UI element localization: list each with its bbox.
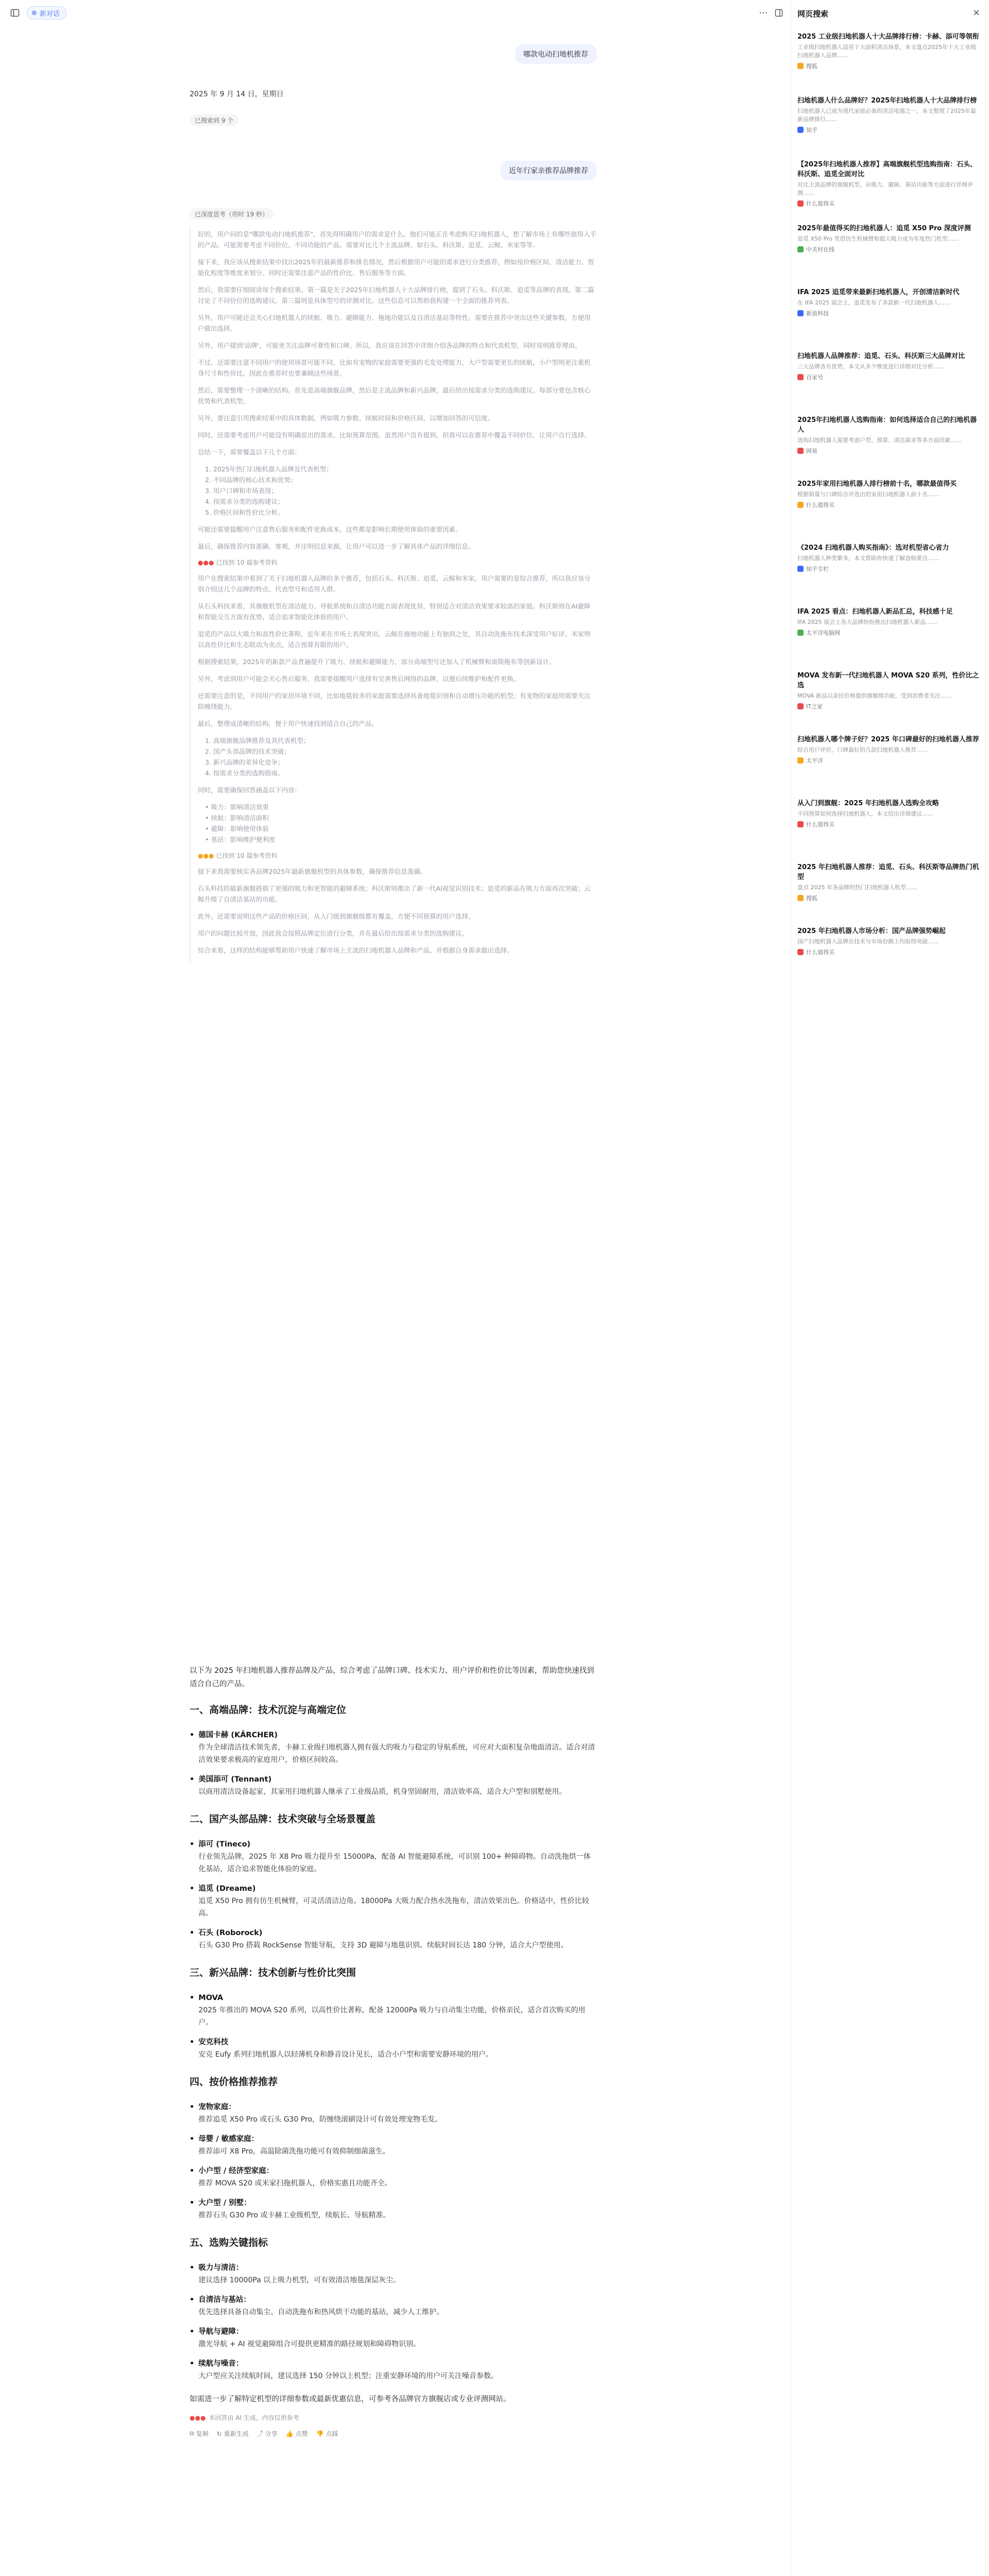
search-result[interactable] bbox=[797, 224, 980, 253]
item-name: 吸力与清洁： bbox=[198, 2264, 244, 2272]
source-logo-icon bbox=[797, 200, 804, 207]
result-source bbox=[797, 629, 980, 637]
item-body bbox=[198, 1922, 568, 1954]
action-label: 重新生成 bbox=[224, 2430, 249, 2437]
item-body bbox=[198, 2031, 493, 2063]
result-source bbox=[797, 447, 980, 455]
action-4[interactable] bbox=[316, 2429, 338, 2438]
section-heading: 一、高端品牌：技术沉淀与高端定位 bbox=[190, 1704, 347, 1716]
thinking-list-item: • 避障：影响使用体验 bbox=[205, 825, 269, 833]
result-title: 扫地机器人什么品牌好？2025年扫地机器人十大品牌排行榜 bbox=[797, 97, 977, 105]
thinking-list-item: 2. 不同品牌的核心技术和优势； bbox=[205, 476, 297, 484]
found-references-tag[interactable]: ●●● 已找到 10 篇参考资料 bbox=[198, 558, 278, 566]
section-heading: 五、选购关键指标 bbox=[190, 2237, 268, 2248]
result-excerpt: MOVA 新品以亲民价格提供旗舰级功能，受到消费者关注…… bbox=[797, 692, 952, 699]
result-title: 扫地机器人哪个牌子好？2025 年口碑最好的扫地机器人推荐 bbox=[797, 736, 979, 743]
result-excerpt: 盘点 2025 年各品牌的热门扫地机器人机型…… bbox=[797, 884, 917, 891]
result-excerpt: 国产扫地机器人品牌在技术与市场份额上均取得突破…… bbox=[797, 938, 939, 945]
result-title: 2025 年扫地机器人推荐：追觅、石头、科沃斯等品牌热门机型 bbox=[797, 863, 979, 881]
section-item bbox=[190, 1833, 596, 1877]
thinking-paragraph: 石头科技的最新旗舰搭载了更强的吸力和更智能的避障系统；科沃斯则推出了新一代AI视觉识别技术；追觅的新品在吸力方面再次突破；云鲸升级了自清洁基站的功能。 bbox=[198, 885, 591, 903]
result-source bbox=[797, 199, 980, 208]
result-source bbox=[797, 894, 980, 902]
source-logo-icon bbox=[797, 821, 804, 827]
item-name: MOVA bbox=[198, 1994, 224, 2002]
search-result[interactable] bbox=[797, 671, 980, 710]
bullet-icon: • bbox=[190, 2103, 195, 2111]
result-source bbox=[797, 373, 980, 381]
search-result[interactable] bbox=[797, 96, 980, 134]
bullet-icon: • bbox=[190, 2264, 195, 2272]
new-chat-button[interactable] bbox=[27, 6, 66, 20]
result-source bbox=[797, 948, 980, 956]
search-result[interactable] bbox=[797, 607, 980, 637]
item-body bbox=[198, 1987, 596, 2031]
item-name: 自清洁与基站： bbox=[198, 2296, 251, 2304]
thinking-paragraph: 追觅的产品以大吸力和高性价比著称，近年来在市场上表现突出。云鲸在拖地功能上有独到之处，其自动洗拖布技术深受用户好评。米家则以高性价比和生态联动为卖点，适合预算有限的用户。 bbox=[198, 630, 591, 649]
source-logo-icon bbox=[797, 502, 804, 508]
item-body bbox=[198, 1833, 596, 1877]
panel-title: 网页搜索 bbox=[797, 9, 829, 19]
thinking-list-item: 4. 按需求分类的选购指南。 bbox=[205, 769, 284, 777]
thinking-list-item: 4. 按需求分类的选购建议； bbox=[205, 498, 284, 505]
result-excerpt: 在 IFA 2025 展会上，追觅发布了多款新一代扫地机器人…… bbox=[797, 299, 950, 306]
bullet-icon: • bbox=[190, 2038, 195, 2046]
item-text: 追觅 X50 Pro 拥有仿生机械臂，可灵活清洁边角。18000Pa 大吸力配合热水洗拖布，清洁效果出色。价格适中，性价比较高。 bbox=[198, 1897, 589, 1918]
section-item bbox=[190, 1877, 596, 1922]
thinking-paragraph: 接下来我需要核实各品牌2025年最新旗舰机型的具体参数，确保推荐信息准确。 bbox=[198, 868, 427, 875]
search-result[interactable] bbox=[797, 799, 980, 828]
section-heading: 二、国产头部品牌：技术突破与全场景覆盖 bbox=[190, 1814, 376, 1825]
result-excerpt: 工业级扫地机器人适用于大面积清洁场景，本文盘点2025年十大工业级扫地机器人品牌…… bbox=[797, 44, 976, 59]
bullet-icon: • bbox=[190, 2135, 195, 2143]
date-line: 2025 年 9 月 14 日，星期日 bbox=[190, 90, 284, 98]
result-excerpt: 三大品牌各有优势，本文从多个维度进行详细对比分析…… bbox=[797, 363, 945, 370]
thinking-paragraph: 最后，整理成清晰的结构，便于用户快速找到适合自己的产品。 bbox=[198, 720, 379, 727]
thinking-paragraph: 此外，还需要说明这些产品的价格区间，从入门级到旗舰级都有覆盖，方便不同预算的用户选择。 bbox=[198, 912, 475, 920]
result-title: IFA 2025 追觅带来最新扫地机器人，开创清洁新时代 bbox=[797, 289, 960, 296]
web-search-panel bbox=[791, 0, 989, 2576]
item-text: 建议选择 10000Pa 以上吸力机型，可有效清洁地毯深层灰尘。 bbox=[198, 2276, 401, 2284]
source-name: 太平洋电脑网 bbox=[806, 630, 840, 636]
ai-generated-note: ●●● 本回答由 AI 生成，内容仅供参考 bbox=[190, 2414, 299, 2421]
result-title: MOVA 发布新一代扫地机器人 MOVA S20 系列，性价比之选 bbox=[797, 672, 979, 689]
thinking-paragraph: 另外，考虑到用户可能会关心售后服务，我需要提醒用户选择有完善售后网络的品牌，以便后续维护和配件更换。 bbox=[198, 675, 520, 683]
item-name: 德国卡赫 (KÄRCHER) bbox=[198, 1731, 278, 1739]
bullet-icon: • bbox=[190, 1840, 195, 1849]
item-name: 续航与噪音： bbox=[198, 2360, 244, 2368]
item-name: 美国添可 (Tennant) bbox=[198, 1775, 272, 1784]
search-result[interactable] bbox=[797, 32, 980, 70]
action-3[interactable] bbox=[286, 2429, 308, 2438]
item-text: 安克 Eufy 系列扫地机器人以轻薄机身和静音设计见长，适合小户型和需要安静环境的用户。 bbox=[198, 2050, 493, 2059]
thinking-list-item: 3. 新兴品牌的差异化竞争； bbox=[205, 758, 284, 766]
item-text: 优先选择具备自动集尘、自动洗拖布和热风烘干功能的基站，减少人工维护。 bbox=[198, 2308, 444, 2316]
result-source bbox=[797, 245, 980, 253]
source-name: 什么值得买 bbox=[806, 502, 834, 509]
thinking-paragraph: 最后，确保推荐内容准确、客观，并注明信息来源，让用户可以进一步了解具体产品的详细信息。 bbox=[198, 543, 475, 550]
action-0[interactable] bbox=[190, 2429, 209, 2438]
plus-icon: ⊕ bbox=[31, 9, 37, 17]
source-name: 知乎专栏 bbox=[806, 566, 829, 572]
result-title: 扫地机器人品牌推荐：追觅、石头、科沃斯三大品牌对比 bbox=[797, 352, 965, 360]
item-text: 作为全球清洁技术领先者，卡赫工业级扫地机器人拥有强大的吸力与稳定的导航系统，可应对大面积复杂地面清洁。适合对清洁效果要求极高的家庭用户，价格区间较高。 bbox=[198, 1743, 595, 1764]
result-title: IFA 2025 看点：扫地机器人新品汇总，科技感十足 bbox=[797, 608, 953, 616]
action-label: 点赞 bbox=[295, 2430, 308, 2437]
section-item bbox=[190, 2128, 596, 2160]
result-title: 【2025年扫地机器人推荐】高端旗舰机型选购指南：石头、科沃斯、追觅全面对比 bbox=[797, 161, 977, 178]
section-item bbox=[190, 1987, 596, 2031]
action-icon: ⧉ bbox=[190, 2430, 194, 2437]
item-body bbox=[198, 1724, 596, 1768]
thinking-paragraph: 另外，用户可能还会关心扫地机器人的续航、吸力、避障能力、拖地功能以及自清洁基站等特性。需要在推荐中突出这些关键参数，方便用户做出选择。 bbox=[198, 314, 591, 332]
thinking-block: 好的，用户问的是"哪款电动扫地机推荐"。首先得明确用户的需求是什么。他们可能正在考虑购买扫地机器人，想了解市场上有哪些值得入手的产品。可能需要考虑不同价位、不同功能的产品。需要对比几个主流品牌，如石头、科沃斯、追觅、云鲸、米家等等。 接下来，我应该从搜索结果中找出2025年的最新推荐和排名情况，然后根据用户可能的需求进行分类推荐，例如按价格区间、清洁能力、智能化程度等维度来划分。同时还需要注意产品的性价比、售后服务等方面。 然后，我需要仔细阅读每个搜索结果。第一篇是关于2025年扫地机器人十大品牌排行榜，提到了石头、科沃斯、追觅等品牌的表现。第二篇讨论了不同价位的选购建议。第三篇则是具体型号的评测对比。这些信息可以帮助我构建一个全面的推荐列表。 另外，用户可能还会关心扫地机器人的续航、吸力、避障能力、拖地功能以及自清洁基站等特性。需要在推荐中突出这些关键参数，方便用户做出选择。 另外，用户提到'品牌'，可能更关注品牌可靠性和口碑。所以，我应该在回答中详细介绍各品牌的特点和代表机型，同时说明推荐理由。 不过，还需要注意不同用户的使用场景可能不同，比如有宠物的家庭需要更强的毛发处理能力，大户型需要更长的续航，小户型则更注重机身尺寸和性价比。因此在推荐时也要兼顾这些场景。 然后，需要整理一个清晰的结构。首先是高端旗舰品牌，然后是主流品牌和新兴品牌，最后给出按需求分类的选购建议。每部分要包含核心优势和代表机型。 另外，要注意引用搜索结果中的具体数据，例如吸力参数、续航时间和价格区间，以增加回答的可信度。 同时，还需要考虑用户可能没有明确说出的需求，比如预算范围。虽然用户没有提到，但我可以在推荐中覆盖不同价位，让用户自行选择。 总结一下，需要覆盖以下几个方面： 1. 2025年热门扫地机器人品牌及代表机型； 2. 不同品牌的核心技术和优势； 3. 用户口碑和市场表现； 4. 按需求分类的选购建议； 5. 价格区间和性价比分析。 可能还需要提醒用户注意售后服务和配件更换成本，这些都是影响长期使用体验的重要因素。 最后，确保推荐内容准确、客观，并注明信息来源，让用户可以进一步了解具体产品的详细信息。 ●●● 已找到 10 篇参考资料 用户在搜索结果中看到了关于扫地机器人品牌的多个推荐，包括石头、科沃斯、追觅、云鲸和米家。用户需要的是综合推荐，所以我应该分别介绍这几个品牌的特点、代表型号和适用人群。 从石头科技来看，其旗舰机型在清洁能力、导航系统和自清洁功能方面表现优异，特别适合对清洁效果要求较高的家庭。科沃斯则在AI避障和智能交互方面有优势，适合追求智能化体验的用户。 追觅的产品以大吸力和高性价比著称，近年来在市场上表现突出。云鲸在拖地功能上有独到之处，其自动洗拖布技术深受用户好评。米家则以高性价比和生态联动为卖点，适合预算有限的用户。 根据搜索结果，2025年的新款产品普遍提升了吸力、续航和避障能力，部分高端型号还加入了机械臂和滚筒拖布等创新设计。 另外，考虑到用户可能会关心售后服务，我需要提醒用户选择有完善售后网络的品牌，以便后续维护和配件更换。 还需要注意的是，不同用户的家居环境不同，比如地毯较多的家庭需要选择具备地毯识别和自动增压功能的机型；有宠物的家庭则需要关注防缠绕能力。 最后，整理成清晰的结构，便于用户快速找到适合自己的产品。 1. 高端旗舰品牌推荐及其代表机型； 2. 国产头部品牌的技术突破； 3. 新兴品牌的差异化竞争； 4. 按需求分类的选购指南。 同时，需要确保回答涵盖以下内容： • 吸力：影响清洁效果 • 续航：影响清洁面积 • 避障：影响使用体验 • 基站：影响维护便利度 ●●● 已找到 10 篇参考资料 接下来我需要核实各品牌2025年最新旗舰机型的具体参数，确保推荐信息准确。 石头科技的最新旗舰搭载了更强的吸力和更智能的避障系统；科沃斯则推出了新一代AI视觉识别技术；追觅的新品在吸力方面再次突破；云鲸升级了自清洁基站的功能。 此外，还需要说明这些产品的价格区间，从入门级到旗舰级都有覆盖，方便不同预算的用户选择。 用户的问题比较开放，因此我会按照品牌定位进行分类，并在最后给出按需求分类的选购建议。 综合来看，这样的结构能够帮助用户快速了解市场上主流的扫地机器人品牌和产品，并根据自身需求做出选择。 bbox=[190, 227, 596, 964]
result-excerpt: 根据销量与口碑综合评选出的家用扫地机器人前十名…… bbox=[797, 491, 939, 498]
item-name: 大户型 / 别墅： bbox=[198, 2199, 251, 2207]
search-result[interactable] bbox=[797, 479, 980, 509]
source-logo-icon bbox=[797, 246, 804, 252]
item-body bbox=[198, 2096, 442, 2128]
source-name: 搜狐 bbox=[806, 63, 817, 70]
thinking-list-item: 1. 高端旗舰品牌推荐及其代表机型； bbox=[205, 737, 310, 744]
item-text: 以商用清洁设备起家，其家用扫地机器人继承了工业级品质，机身坚固耐用，清洁效率高，适合大户型和别墅使用。 bbox=[198, 1788, 567, 1796]
bullet-icon: • bbox=[190, 2296, 195, 2304]
source-logo-icon bbox=[797, 310, 804, 316]
search-result[interactable] bbox=[797, 351, 980, 381]
layout-icon[interactable] bbox=[773, 7, 785, 19]
section-heading: 四、按价格推荐推荐 bbox=[190, 2076, 278, 2088]
item-body bbox=[198, 2257, 400, 2289]
section-item bbox=[190, 2320, 596, 2352]
action-label: 分享 bbox=[265, 2430, 278, 2437]
item-body bbox=[198, 2289, 444, 2320]
action-icon: 👍 bbox=[285, 2430, 294, 2437]
bullet-icon: • bbox=[190, 2199, 195, 2207]
bullet-icon: • bbox=[190, 2328, 195, 2336]
source-logo-icon bbox=[797, 566, 804, 572]
section-item bbox=[190, 2352, 596, 2384]
source-name: 知乎 bbox=[806, 127, 817, 133]
thinking-list-item: 2. 国产头部品牌的技术突破； bbox=[205, 748, 291, 755]
answer-closing: 如需进一步了解特定机型的详细参数或最新优惠信息，可参考各品牌官方旗舰店或专业评测网站。 bbox=[190, 2395, 511, 2403]
result-source bbox=[797, 62, 980, 70]
bullet-icon: • bbox=[190, 1775, 195, 1784]
item-text: 推荐石头 G30 Pro 或卡赫工业级机型，续航长、导航精准。 bbox=[198, 2211, 390, 2219]
source-logo-icon bbox=[797, 949, 804, 955]
item-name: 添可 (Tineco) bbox=[198, 1840, 251, 1849]
result-title: 2025 年扫地机器人市场分析：国产品牌强势崛起 bbox=[797, 927, 946, 935]
source-name: 中关村在线 bbox=[806, 246, 834, 253]
result-excerpt: 扫地机器人已成为现代家庭必备的清洁电器之一，本文整理了2025年最新品牌排行…… bbox=[797, 108, 976, 123]
thinking-paragraph: 然后，需要整理一个清晰的结构。首先是高端旗舰品牌，然后是主流品牌和新兴品牌，最后给出按需求分类的选购建议。每部分要包含核心优势和代表机型。 bbox=[198, 386, 591, 405]
section-item bbox=[190, 1724, 596, 1768]
thinking-paragraph: 另外，用户提到'品牌'，可能更关注品牌可靠性和口碑。所以，我应该在回答中详细介绍各品牌的特点和代表机型，同时说明推荐理由。 bbox=[198, 342, 582, 349]
result-source bbox=[797, 756, 980, 765]
source-name: 太平洋 bbox=[806, 757, 823, 764]
thinking-paragraph: 接下来，我应该从搜索结果中找出2025年的最新推荐和排名情况，然后根据用户可能的需求进行分类推荐，例如按价格区间、清洁能力、智能化程度等维度来划分。同时还需要注意产品的性价比、售后服务等方面。 bbox=[198, 258, 594, 277]
source-logo-icon bbox=[797, 63, 804, 69]
result-title: 从入门到旗舰：2025 年扫地机器人选购全攻略 bbox=[797, 800, 939, 807]
result-source bbox=[797, 820, 980, 828]
search-result[interactable] bbox=[797, 862, 980, 902]
thinking-list-item: • 续航：影响清洁面积 bbox=[205, 814, 269, 822]
source-name: 什么值得买 bbox=[806, 821, 834, 828]
item-body bbox=[198, 2128, 390, 2160]
item-name: 导航与避障： bbox=[198, 2328, 244, 2336]
section-item bbox=[190, 2160, 596, 2192]
result-excerpt: 选购扫地机器人需要考虑户型、预算、清洁需求等多方面因素…… bbox=[797, 437, 962, 444]
item-body bbox=[198, 2160, 391, 2192]
top-bar bbox=[0, 0, 791, 27]
result-source bbox=[797, 126, 980, 134]
user-query-bubble: 哪款电动扫地机推荐 bbox=[515, 44, 596, 64]
search-result[interactable] bbox=[797, 543, 980, 573]
thinking-paragraph: 同时，还需要考虑用户可能没有明确说出的需求，比如预算范围。虽然用户没有提到，但我可以在推荐中覆盖不同价位，让用户自行选择。 bbox=[198, 431, 591, 439]
source-name: 新浪科技 bbox=[806, 310, 829, 317]
thinking-paragraph: 从石头科技来看，其旗舰机型在清洁能力、导航系统和自清洁功能方面表现优异，特别适合对清洁效果要求较高的家庭。科沃斯则在AI避障和智能交互方面有优势，适合追求智能化体验的用户。 bbox=[198, 602, 591, 621]
thinking-paragraph: 另外，要注意引用搜索结果中的具体数据，例如吸力参数、续航时间和价格区间，以增加回答的可信度。 bbox=[198, 414, 494, 422]
item-name: 宠物家庭： bbox=[198, 2103, 236, 2111]
thinking-paragraph: 总结一下，需要覆盖以下几个方面： bbox=[198, 448, 301, 456]
result-source bbox=[797, 702, 980, 710]
source-logo-icon bbox=[797, 127, 804, 133]
source-name: 搜狐 bbox=[806, 895, 817, 902]
item-body bbox=[198, 2352, 498, 2384]
result-excerpt: 对比主流品牌的旗舰机型，从吸力、避障、基站功能等方面进行详细评测…… bbox=[797, 181, 973, 196]
item-body bbox=[198, 2320, 420, 2352]
item-body bbox=[198, 1877, 596, 1922]
section-item bbox=[190, 1768, 596, 1800]
section-item bbox=[190, 2192, 596, 2224]
search-result[interactable] bbox=[797, 160, 980, 208]
item-text: 行业领先品牌，2025 年 X8 Pro 吸力提升至 15000Pa，配备 AI 智能避障系统，可识别 100+ 种障碍物。自动洗拖烘一体化基站，适合追求智能化体验的家庭。 bbox=[198, 1853, 591, 1873]
item-text: 推荐添可 X8 Pro，高温除菌洗拖功能可有效抑制细菌滋生。 bbox=[198, 2147, 390, 2156]
answer-actions bbox=[190, 2429, 596, 2438]
action-label: 复制 bbox=[196, 2430, 209, 2437]
source-name: 百家号 bbox=[806, 374, 823, 381]
action-icon: ⤴ bbox=[257, 2430, 263, 2437]
bullet-icon: • bbox=[190, 2360, 195, 2368]
result-title: 2025年最值得买的扫地机器人：追觅 X50 Pro 深度评测 bbox=[797, 225, 971, 232]
answer-lead: 以下为 2025 年扫地机器人推荐品牌及产品，综合考虑了品牌口碑、技术实力、用户评价和性价比等因素，帮助您快速找到适合自己的产品。 bbox=[190, 1667, 594, 1688]
thinking-list-item: 5. 价格区间和性价比分析。 bbox=[205, 509, 284, 516]
section-heading: 三、新兴品牌：技术创新与性价比突围 bbox=[190, 1967, 356, 1978]
result-source bbox=[797, 309, 980, 317]
item-name: 安克科技 bbox=[198, 2038, 229, 2046]
thinking-paragraph: 用户在搜索结果中看到了关于扫地机器人品牌的多个推荐，包括石头、科沃斯、追觅、云鲸和米家。用户需要的是综合推荐，所以我应该分别介绍这几个品牌的特点、代表型号和适用人群。 bbox=[198, 574, 591, 593]
thinking-paragraph: 可能还需要提醒用户注意售后服务和配件更换成本，这些都是影响长期使用体验的重要因素。 bbox=[198, 526, 462, 533]
result-excerpt: IFA 2025 展会上各大品牌纷纷推出扫地机器人新品…… bbox=[797, 619, 937, 625]
thinking-list-item: • 吸力：影响清洁效果 bbox=[205, 803, 269, 811]
thinking-paragraph: 还需要注意的是，不同用户的家居环境不同，比如地毯较多的家庭需要选择具备地毯识别和自动增压功能的机型；有宠物的家庭则需要关注防缠绕能力。 bbox=[198, 692, 591, 710]
source-name: 什么值得买 bbox=[806, 949, 834, 956]
item-name: 追觅 (Dreame) bbox=[198, 1885, 256, 1893]
thinking-list-item: • 基站：影响维护便利度 bbox=[205, 836, 276, 843]
thinking-list-item: 1. 2025年热门扫地机器人品牌及代表机型； bbox=[205, 465, 333, 473]
thinking-paragraph: 根据搜索结果，2025年的新款产品普遍提升了吸力、续航和避障能力，部分高端型号还加入了机械臂和滚筒拖布等创新设计。 bbox=[198, 658, 556, 666]
search-result[interactable] bbox=[797, 287, 980, 317]
thinking-paragraph: 好的，用户问的是"哪款电动扫地机推荐"。首先得明确用户的需求是什么。他们可能正在考虑购买扫地机器人，想了解市场上有哪些值得入手的产品。可能需要考虑不同价位、不同功能的产品。需要对比几个主流品牌，如石头、科沃斯、追觅、云鲸、米家等等。 bbox=[198, 230, 597, 249]
search-result[interactable] bbox=[797, 415, 980, 455]
action-icon: 👎 bbox=[316, 2430, 324, 2437]
result-title: 2025年家用扫地机器人排行榜前十名，哪款最值得买 bbox=[797, 480, 957, 488]
section-item bbox=[190, 2096, 596, 2128]
section-item bbox=[190, 2031, 596, 2063]
search-status-chip[interactable]: 已搜索到 9 个 bbox=[190, 114, 238, 126]
item-text: 推荐追觅 X50 Pro 或石头 G30 Pro，防缠绕滚刷设计可有效处理宠物毛发。 bbox=[198, 2115, 442, 2124]
section-item bbox=[190, 2289, 596, 2320]
action-2[interactable] bbox=[257, 2429, 278, 2438]
thinking-paragraph: 然后，我需要仔细阅读每个搜索结果。第一篇是关于2025年扫地机器人十大品牌排行榜，提到了石头、科沃斯、追觅等品牌的表现。第二篇讨论了不同价位的选购建议。第三篇则是具体型号的评测对比。这些信息可以帮助我构建一个全面的推荐列表。 bbox=[198, 286, 594, 304]
item-text: 激光导航 + AI 视觉避障组合可提供更精准的路径规划和障碍物识别。 bbox=[198, 2340, 421, 2348]
section-item bbox=[190, 1922, 596, 1954]
result-title: 2025 工业级扫地机器人十大品牌排行榜：卡赫、添可等领衔 bbox=[797, 33, 979, 41]
item-name: 石头 (Roborock) bbox=[198, 1929, 263, 1937]
source-logo-icon bbox=[797, 448, 804, 454]
search-result[interactable] bbox=[797, 735, 980, 765]
result-source bbox=[797, 565, 980, 573]
thinking-list-item: 3. 用户口碑和市场表现； bbox=[205, 487, 278, 495]
item-text: 2025 年推出的 MOVA S20 系列，以高性价比著称，配备 12000Pa 吸力与自动集尘功能，价格亲民，适合首次购买的用户。 bbox=[198, 2006, 586, 2027]
result-title: 2025年扫地机器人选购指南：如何选择适合自己的扫地机器人 bbox=[797, 416, 977, 434]
thinking-paragraph: 综合来看，这样的结构能够帮助用户快速了解市场上主流的扫地机器人品牌和产品，并根据自身需求做出选择。 bbox=[198, 946, 514, 954]
source-name: 网易 bbox=[806, 448, 817, 454]
answer-body bbox=[190, 1664, 596, 2438]
item-text: 推荐 MOVA S20 或米家扫拖机器人，价格实惠且功能齐全。 bbox=[198, 2179, 392, 2188]
item-text: 石头 G30 Pro 搭载 RockSense 智能导航，支持 3D 避障与地毯识别。续航时间长达 180 分钟，适合大户型使用。 bbox=[198, 1941, 568, 1950]
thinking-toggle[interactable]: 已深度思考（用时 19 秒） bbox=[190, 208, 274, 219]
item-body bbox=[198, 2192, 390, 2224]
item-text: 大户型应关注续航时间，建议选择 150 分钟以上机型；注重安静环境的用户可关注噪音参数。 bbox=[198, 2372, 498, 2380]
action-1[interactable] bbox=[217, 2429, 249, 2438]
source-logo-icon bbox=[797, 630, 804, 636]
bullet-icon: • bbox=[190, 1885, 195, 1893]
bullet-icon: • bbox=[190, 2167, 195, 2175]
source-logo-icon bbox=[797, 703, 804, 709]
source-logo-icon bbox=[797, 895, 804, 901]
action-label: 点踩 bbox=[326, 2430, 338, 2437]
section-item bbox=[190, 2257, 596, 2289]
result-excerpt: 不同预算如何选择扫地机器人，本文给出详细建议…… bbox=[797, 810, 933, 817]
thinking-paragraph: 用户的问题比较开放，因此我会按照品牌定位进行分类，并在最后给出按需求分类的选购建议。 bbox=[198, 929, 469, 937]
bullet-icon: • bbox=[190, 1929, 195, 1937]
result-excerpt: 综合用户评价，口碑最好的几款扫地机器人推荐…… bbox=[797, 747, 928, 753]
sidebar-toggle-icon[interactable] bbox=[9, 7, 21, 19]
result-source bbox=[797, 501, 980, 509]
source-logo-icon bbox=[797, 374, 804, 380]
result-excerpt: 追觅 X50 Pro 凭借仿生机械臂和超大吸力成为年度热门机型…… bbox=[797, 235, 959, 242]
user-question-bubble: 近年行家亲推荐品牌推荐 bbox=[501, 161, 596, 180]
found-references-tag-2[interactable]: ●●● 已找到 10 篇参考资料 bbox=[198, 852, 278, 859]
bullet-icon: • bbox=[190, 1994, 195, 2002]
item-body bbox=[198, 1768, 566, 1800]
more-icon[interactable]: ··· bbox=[759, 7, 768, 19]
result-title: 《2024 扫地机器人购买指南》：选对机型省心省力 bbox=[797, 544, 949, 552]
item-name: 小户型 / 经济型家庭： bbox=[198, 2167, 274, 2175]
source-name: 什么值得买 bbox=[806, 200, 834, 207]
source-name: IT之家 bbox=[806, 703, 823, 710]
action-icon: ↻ bbox=[216, 2430, 222, 2437]
new-chat-label: 新对话 bbox=[39, 10, 60, 18]
search-result[interactable] bbox=[797, 926, 980, 956]
result-excerpt: 扫地机器人种类繁多，本文帮助你快速了解选购要点…… bbox=[797, 555, 939, 562]
bullet-icon: • bbox=[190, 1731, 195, 1739]
thinking-paragraph: 不过，还需要注意不同用户的使用场景可能不同，比如有宠物的家庭需要更强的毛发处理能力，大户型需要更长的续航，小户型则更注重机身尺寸和性价比。因此在推荐时也要兼顾这些场景。 bbox=[198, 359, 591, 377]
item-name: 母婴 / 敏感家庭： bbox=[198, 2135, 259, 2143]
close-icon[interactable]: × bbox=[973, 7, 981, 18]
source-logo-icon bbox=[797, 757, 804, 764]
